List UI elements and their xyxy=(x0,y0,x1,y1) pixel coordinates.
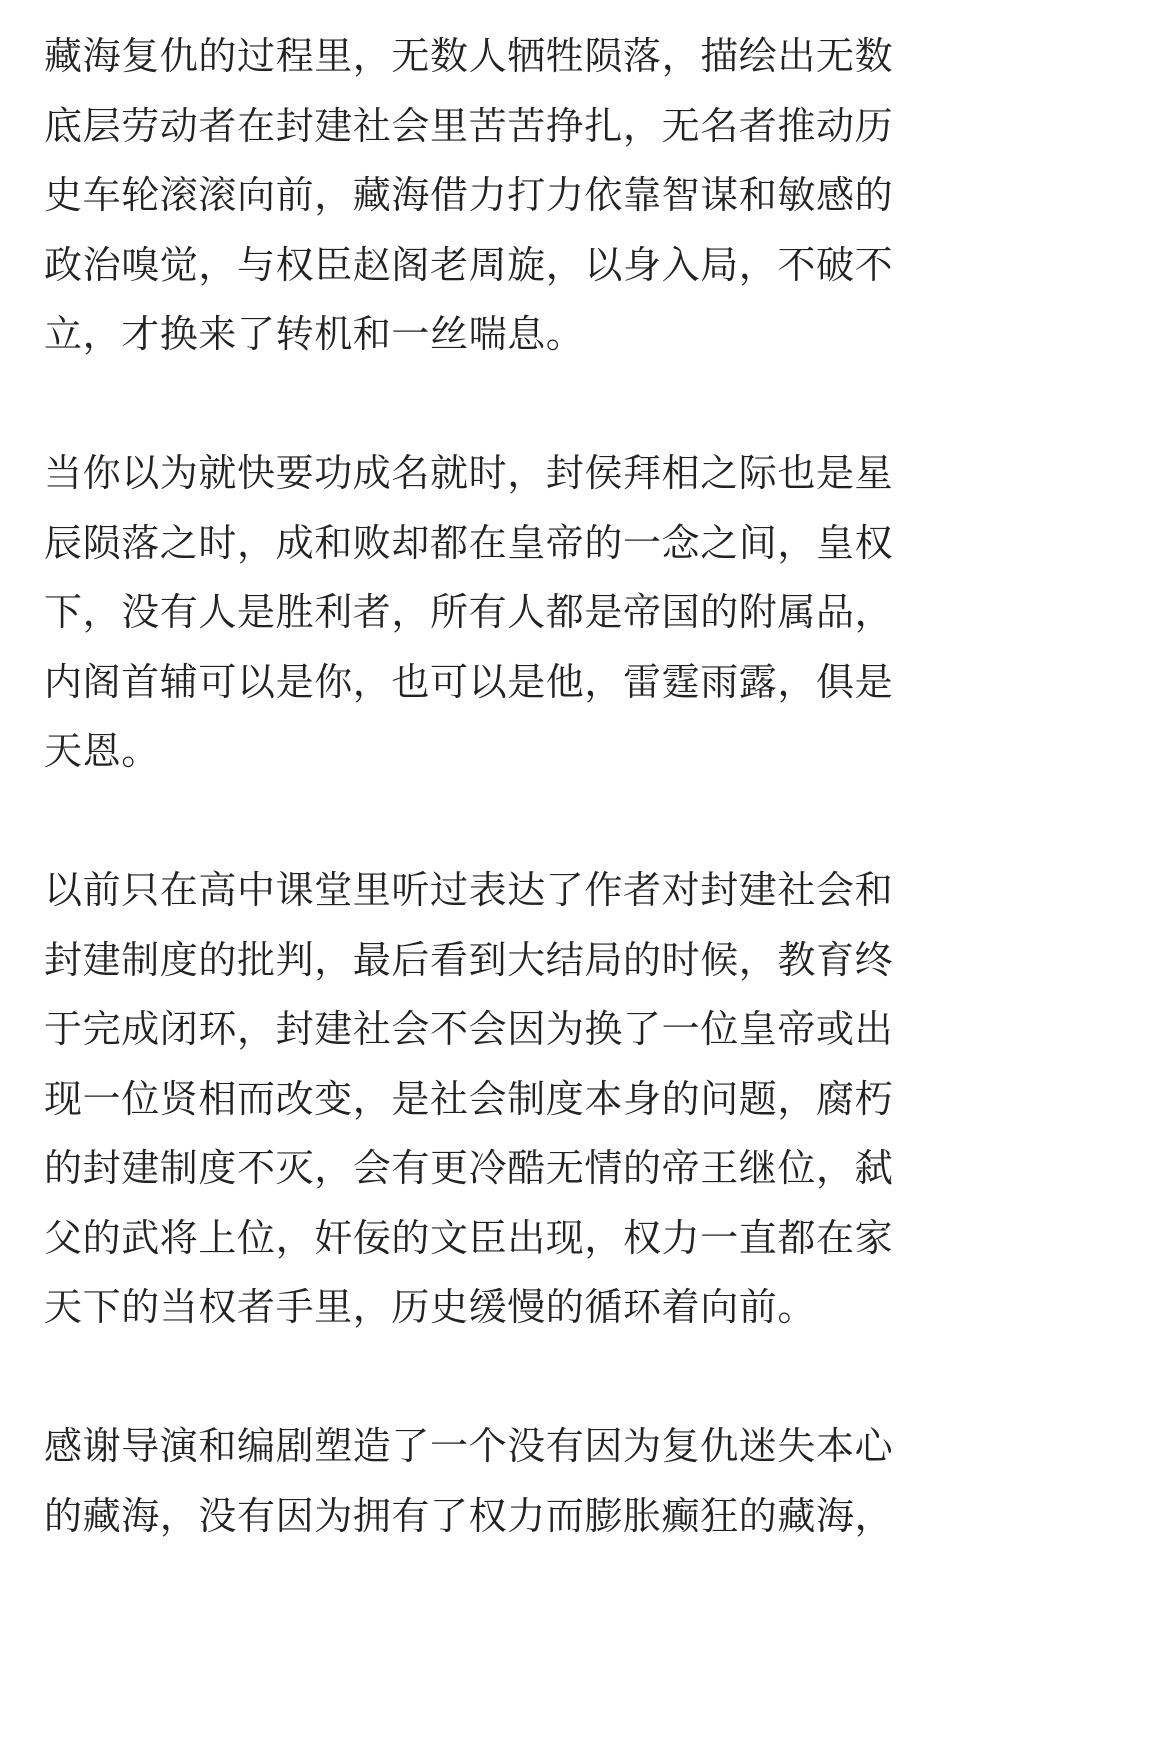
paragraph-gap xyxy=(44,1343,984,1413)
text-line: 封建制度的批判，最后看到大结局的时候，教育终 xyxy=(44,937,894,982)
text-line: 立，才换来了转机和一丝喘息。 xyxy=(44,312,585,356)
text-line: 底层劳动者在封建社会里苦苦挣扎，无名者推动历 xyxy=(44,103,894,148)
paragraph-gap xyxy=(44,370,984,440)
text-line: 感谢导演和编剧塑造了一个没有因为复仇迷失本心 xyxy=(44,1424,894,1468)
text-line: 以前只在高中课堂里听过表达了作者对封建社会和 xyxy=(44,868,894,912)
text-line: 辰陨落之时，成和败却都在皇帝的一念之间，皇权 xyxy=(44,520,894,565)
text-line: 的封建制度不灭，会有更冷酷无情的帝王继位，弑 xyxy=(44,1146,894,1190)
paragraph-4 xyxy=(44,1412,984,1551)
text-line: 政治嗅觉，与权臣赵阁老周旋，以身入局，不破不 xyxy=(44,242,894,287)
text-line: 的藏海，没有因为拥有了权力而膨胀癫狂的藏海， xyxy=(44,1493,894,1538)
text-line: 天恩。 xyxy=(44,729,160,773)
paragraph-3 xyxy=(44,856,984,1343)
paragraph-1 xyxy=(44,22,984,370)
article-body xyxy=(44,22,984,1551)
text-line: 藏海复仇的过程里，无数人牺牲陨落，描绘出无数 xyxy=(44,34,894,78)
text-line: 现一位贤相而改变，是社会制度本身的问题，腐朽 xyxy=(44,1076,894,1121)
text-line: 天下的当权者手里，历史缓慢的循环着向前。 xyxy=(44,1285,817,1329)
text-line: 史车轮滚滚向前，藏海借力打力依靠智谋和敏感的 xyxy=(44,173,894,217)
text-line: 下，没有人是胜利者，所有人都是帝国的附属品， xyxy=(44,590,894,634)
paragraph-2 xyxy=(44,439,984,787)
text-line: 当你以为就快要功成名就时，封侯拜相之际也是星 xyxy=(44,451,894,495)
text-line: 父的武将上位，奸佞的文臣出现，权力一直都在家 xyxy=(44,1215,894,1260)
text-line: 内阁首辅可以是你，也可以是他，雷霆雨露，俱是 xyxy=(44,659,894,704)
paragraph-gap xyxy=(44,787,984,857)
text-line: 于完成闭环，封建社会不会因为换了一位皇帝或出 xyxy=(44,1007,894,1051)
